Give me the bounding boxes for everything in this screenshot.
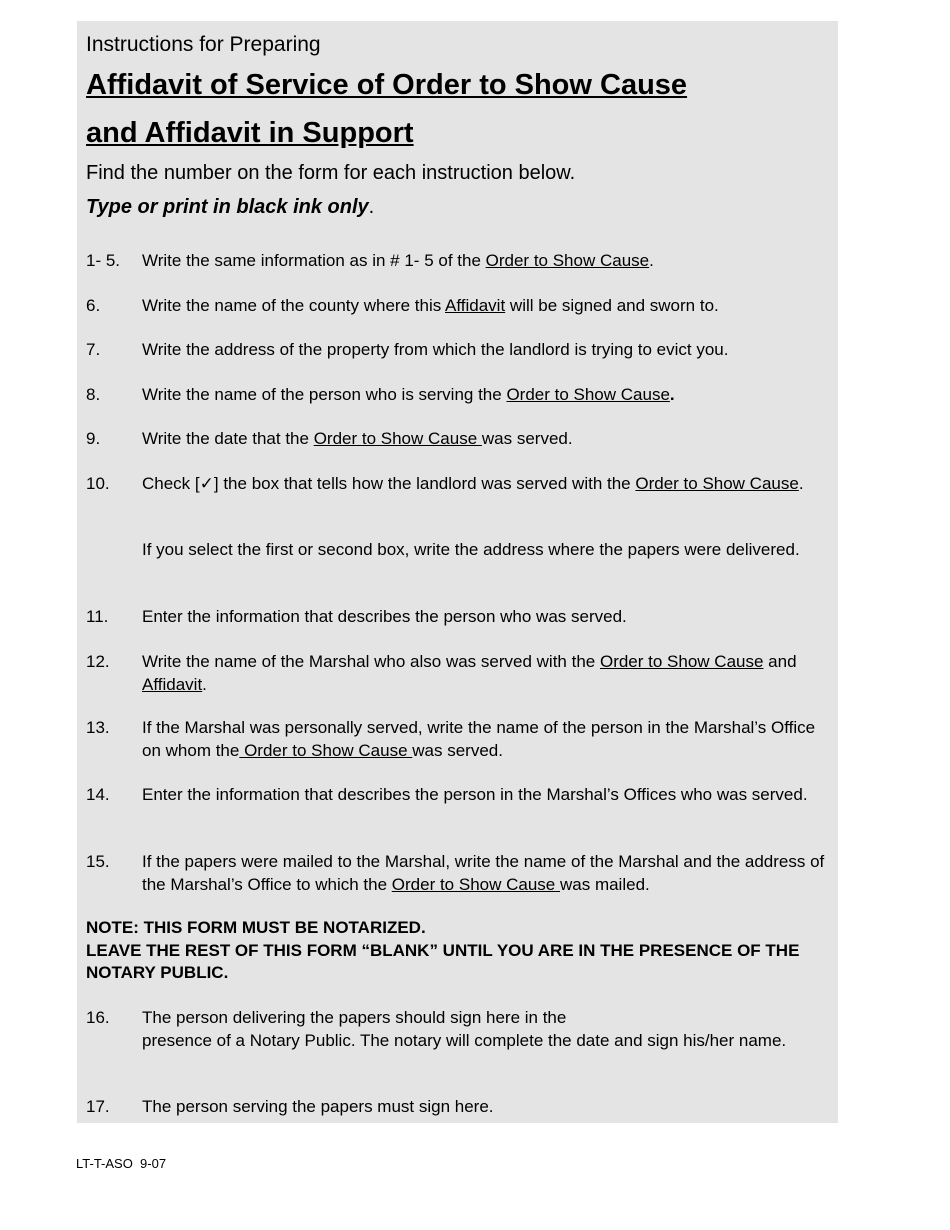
checkmark-icon: ✓ (199, 474, 214, 493)
item-text (142, 250, 832, 273)
item-text (142, 1007, 832, 1052)
text-part: Write the name of the person who is serving the (142, 385, 507, 404)
item-number: 6. (86, 296, 101, 315)
text-part: Enter the information that describes the person in the Marshal’s Offices who was served. (142, 785, 808, 804)
instructions-panel (77, 21, 838, 1123)
text-part: will be signed and sworn to. (505, 296, 719, 315)
form-reference: Order to Show Cause (506, 385, 670, 404)
item-number: 11. (86, 607, 109, 626)
text-part: Write the name of the county where this (142, 296, 446, 315)
form-code: LT-T-ASO 9-07 (76, 1156, 167, 1171)
item-text (142, 384, 832, 407)
item-number: 1- 5. (86, 251, 121, 270)
text-part: Enter the information that describes the person who was served. (142, 607, 627, 626)
text-part: Write the name of the Marshal who also was served with the (142, 652, 600, 671)
find-instruction: Find the number on the form for each instruction below. (86, 162, 576, 184)
text-part: If the papers were mailed to the Marshal, write the name of the Marshal and the address of the Marshal’s Office to which the (142, 852, 825, 894)
item-text (142, 651, 832, 696)
text-part: Write the date that the (142, 429, 314, 448)
item-number: 7. (86, 340, 101, 359)
item-text (142, 851, 832, 896)
item-number: 8. (86, 385, 101, 404)
item-number: 10. (86, 474, 110, 493)
item-number: 14. (86, 785, 110, 804)
text-part: . (649, 251, 654, 270)
item-text (142, 339, 832, 362)
subtitle: Instructions for Preparing (86, 33, 321, 56)
text-part: and (763, 652, 797, 671)
item-text (142, 606, 832, 629)
form-reference: Order to Show Cause (635, 474, 799, 493)
form-reference: Affidavit (142, 674, 203, 694)
item-number: 12. (86, 652, 110, 671)
text-part: was served. (481, 429, 573, 448)
title-line-1: Affidavit of Service of Order to Show Cause (86, 69, 688, 101)
item-number: 9. (86, 429, 101, 448)
text-part: ] the box that tells how the landlord was served with the (213, 474, 636, 493)
text-part: . (202, 674, 207, 694)
form-reference: Order to Show Cause (239, 740, 413, 760)
item-text (142, 295, 832, 318)
item-text (142, 784, 832, 807)
text-part: . (798, 474, 804, 493)
ink-text: Type or print in black ink only (86, 196, 369, 218)
title-line-2: and Affidavit in Support (86, 117, 414, 149)
text-part: . (669, 385, 675, 404)
note-line-2: LEAVE THE REST OF THIS FORM “BLANK” UNTIL YOU ARE IN THE PRESENCE OF THE NOTARY PUBLIC. (86, 940, 800, 982)
text-part: was mailed. (559, 874, 650, 894)
notary-note (86, 917, 831, 985)
text-part: presence of a Notary Public. The notary will complete the date and sign his/her name. (142, 1030, 787, 1050)
ink-period: . (368, 196, 375, 218)
form-reference: Affidavit (445, 296, 506, 315)
form-reference: Order to Show Cause (485, 251, 650, 270)
item-text (142, 1096, 832, 1119)
form-reference: Order to Show Cause (599, 652, 764, 671)
item-number: 17. (86, 1097, 110, 1116)
form-reference: Order to Show Cause (391, 874, 560, 894)
text-part: Write the same information as in # 1- 5 of the (142, 251, 486, 270)
text-part: Check [ (142, 474, 200, 493)
ink-instruction (86, 195, 374, 219)
item-text (142, 473, 832, 496)
item-text (142, 428, 832, 451)
text-part: The person serving the papers must sign here. (142, 1097, 494, 1116)
text-part: If the Marshal was personally served, write the name of the person in the Marshal’s Office on whom the (142, 718, 816, 760)
item-text (142, 717, 832, 762)
item-number: 16. (86, 1008, 110, 1027)
text-part: was served. (412, 740, 503, 760)
form-reference: Order to Show Cause (313, 429, 482, 448)
item-number: 13. (86, 718, 110, 737)
text-part: The person delivering the papers should sign here in the (142, 1008, 567, 1027)
text-part: Write the address of the property from which the landlord is trying to evict you. (142, 340, 729, 359)
note-line-1: NOTE: THIS FORM MUST BE NOTARIZED. (86, 918, 426, 937)
item-text-continued: If you select the first or second box, write the address where the papers were delivered. (142, 540, 800, 559)
item-number: 15. (86, 852, 110, 871)
